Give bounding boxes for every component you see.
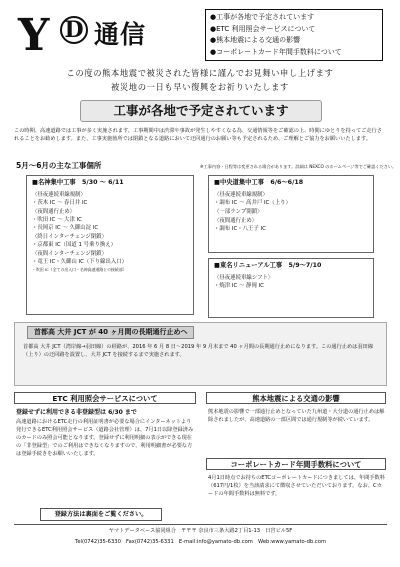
- toc-item: ●熊本地震による交通の影響: [210, 36, 301, 44]
- meishin-line: ・長岡京 IC ～ 久御山淀 IC: [32, 224, 99, 231]
- logo-letter-d: D: [60, 16, 88, 44]
- yd-tsushin-logo: [18, 10, 188, 61]
- chuo-line: 〈一部ランプ閉鎖〉: [214, 208, 263, 215]
- tomei-works-box: [208, 258, 374, 318]
- meishin-line: ・京都東 IC（国道 1 号乗り換え）: [32, 241, 117, 248]
- quake-section-title: 熊本地震による交通の影響: [206, 392, 386, 404]
- footer-address: ヤマトデータベース協同組合 〒〒〒 奈良市三条大路2丁目1-13 日宮ビル5F: [108, 528, 293, 534]
- meishin-line: ・吹田 IC ～ 大津 IC: [32, 216, 82, 223]
- chuo-line: ・調布 IC・八王子 IC: [214, 225, 266, 232]
- meishin-line: 〈夜間通行止め〉: [32, 208, 76, 215]
- toc-item: ●工事が各地で予定されています: [210, 13, 315, 21]
- chuo-works-box: [208, 175, 374, 253]
- shutoko-notice: [14, 322, 387, 386]
- tomei-line: 〈昼夜連続車線シフト〉: [214, 274, 274, 281]
- schedule-note: ※工事内容・日程等は変更される場合があります。詳細は NEXCO のホームページ等でご確認ください。: [200, 164, 397, 169]
- chuo-line: 〈昼夜連続車線規制〉: [214, 191, 268, 198]
- card-fee-body: 4月1日時点でお持ちのETCコーポレートカードにつきましては、年間手数料（617円/1枚）を当該請求にて徴収させていただいております。なお、Cカードの年間手数料は無料です。: [208, 475, 385, 497]
- meishin-line: ・吹田 IC（全ての出入口・名神高速道路との接続部）: [32, 266, 127, 272]
- etc-body: 高速道路におけるETC走行の利用証明書が必要な場合にインターネットより発行できるETC利用照会サービス（道路会社管理）は、7月1日以降登録済みのカードのみ照会可能となります。登録せずに利用明細の表示ができる現在の「非登録型」でのご利用はできなくなりますので、利用明細書が必要な方は登録手続きをお願いいたします。: [16, 419, 194, 457]
- meishin-title: ■名神集中工事 5/30 ～ 6/11: [32, 179, 124, 186]
- footer-contact: Tel(0742)35-6330 Fax(0742)35-6331 E-mail:info@yamato-db.com Web:www.yamato-db.com: [75, 539, 326, 546]
- shutoko-body: 首都高 大井 JCT（湾岸線→羽田線）の経路が、2016 年 6 月 8 日～2019 年 9 月末まで 40 ヶ月間の長期通行止めになります。この通行止めは羽田線（上り）の迂回路を設置し、大井 JCT を接続するまで実施されます。: [23, 344, 373, 359]
- chuo-line: 〈夜間通行止め〉: [214, 217, 258, 224]
- card-fee-section-title: コーポレートカード年間手数料について: [206, 458, 386, 470]
- condolence-message: [0, 66, 400, 94]
- meishin-line: ・茨木 IC ～ 春日井 IC: [32, 199, 88, 206]
- condolence-line-1: この度の熊本地震で被災された皆様に謹んでお見舞い申し上げます: [66, 68, 334, 78]
- footer: [14, 524, 387, 549]
- etc-headline: 登録せずに利用できる非登録型は 6/30 まで: [16, 409, 137, 416]
- meishin-line: ・竜王 IC・久御山 IC（下り線出入口）: [32, 258, 127, 265]
- tomei-line: ・焼津 IC ～ 静岡 IC: [214, 282, 264, 289]
- etc-section-title: ETC 利用照会サービスについて: [14, 392, 196, 404]
- table-of-contents: [205, 9, 383, 61]
- chuo-line: ・調布 IC ～ 高井戸 IC（上り）: [214, 199, 291, 206]
- shutoko-title: 首都高 大井 JCT が 40 ヶ月間の長期通行止めへ: [27, 326, 194, 339]
- meishin-line: 〈終日インターチェンジ閉鎖〉: [32, 233, 107, 240]
- chuo-title: ■中央道集中工事 6/6～6/18: [214, 179, 304, 186]
- condolence-line-2: 被災地の一日も早い復興をお祈りいたします: [111, 82, 289, 92]
- construction-banner: 工事が各地で予定されています: [80, 100, 322, 122]
- toc-item: ●コーポレートカード年間手数料について: [210, 47, 342, 56]
- header: [8, 6, 392, 64]
- tomei-title: ■東名リニューアル工事 5/9～7/10: [214, 262, 322, 269]
- construction-intro: この時期、高速道路では工事が多く実施されます。工事期間中は渋滞や事故が発生しやすくなる為、交通情報等をご確認の上、時間にゆとりを持ってご走行されることをお勧めします。また、工事実施箇所では閉鎖となる道路において迂回通行のお願い等も予定されるため、ご理解とご協力をお願いいたします。: [14, 128, 382, 143]
- schedule-title: 5月～6月の主な工事個所: [16, 161, 102, 170]
- toc-item: ●ETC 利用照会サービスについて: [210, 24, 316, 33]
- logo-name: 通信: [94, 20, 147, 49]
- register-note: 登録方法は裏面をご覧ください。: [40, 508, 162, 521]
- meishin-line: 〈昼夜連続車線規制〉: [32, 191, 86, 198]
- quake-body: 熊本地震の影響で一部通行止めとなっていた九州道・大分道の通行止めは解除されましたが、高速道路の一部区間では通行規制等が続いています。: [208, 409, 385, 423]
- logo-letter-y: Y: [18, 10, 48, 61]
- meishin-works-box: [26, 175, 194, 315]
- meishin-line: 〈夜間インターチェンジ閉鎖〉: [32, 250, 107, 257]
